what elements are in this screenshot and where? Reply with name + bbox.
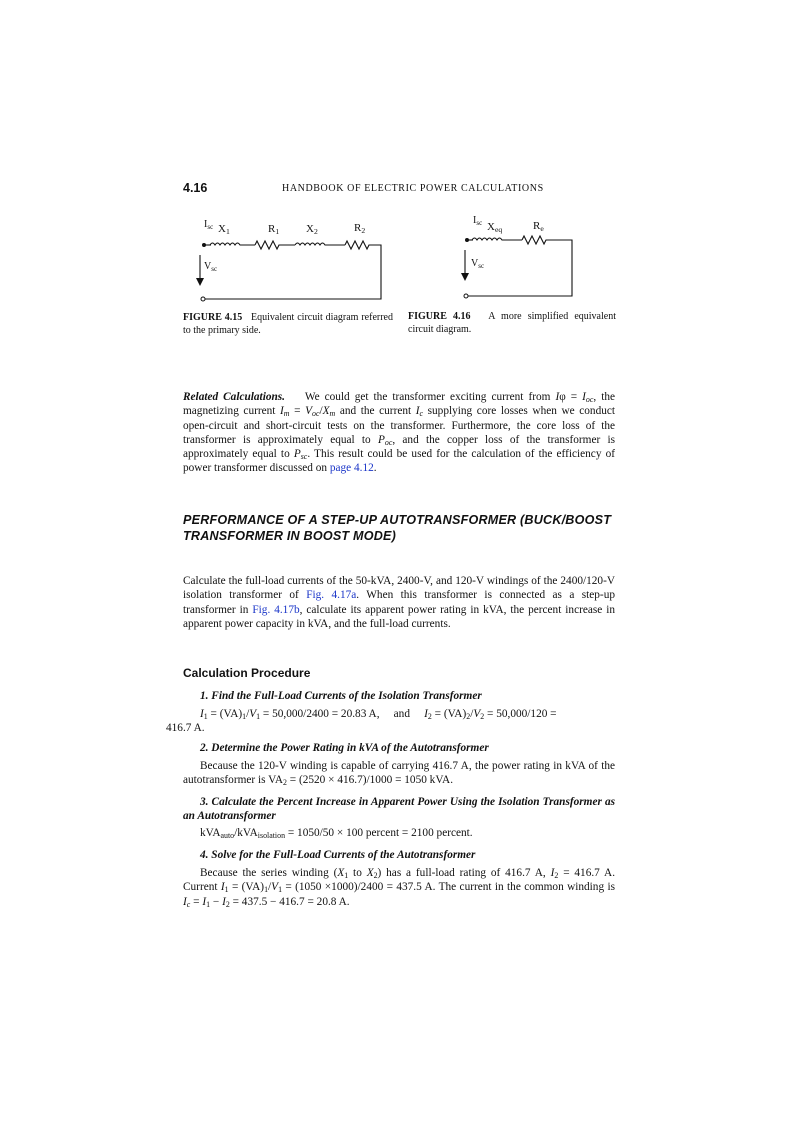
step-2-text: Because the 120-V winding is capable of carrying 416.7 A, the power rating in kVA of the autotransformer is $VA_2 = (2520 \times 416.7)/1000 = 1050$ kVA. [183, 760, 615, 788]
label-r1: R [268, 223, 276, 235]
step-3-heading: 3. Calculate the Percent Increase in Apparent Power Using the Isolation Transformer as an Autotransformer [183, 796, 615, 823]
label-isc-sub: sc [476, 219, 483, 227]
voltage-arrow [196, 278, 204, 286]
intro-text-1: Calculate the full-load currents of the 50-kVA, 2400-V, and 120-V windings of the 2400/120-V isolation transformer of [183, 575, 615, 602]
step-4-c: = 416.7 A. [563, 867, 616, 879]
step-4-f: = 437.5 − 416.7 = 20.8 A. [232, 895, 350, 908]
section-title: PERFORMANCE OF A STEP-UP AUTOTRANSFORMER (BUCK/BOOST TRANSFORMER IN BOOST MODE) [183, 513, 612, 543]
page-number: 4.16 [183, 181, 208, 195]
step-4-a: Because the series winding ( [200, 867, 338, 879]
step-1-equation: $I_1 = (VA)_1/V_1 = 50,000/2400 = 20.83$ A, and $I_2 = (VA)_2/V_2 = 50,000/120$ = 416.7 A. [166, 708, 557, 735]
step-1-eq-a: = (VA) [210, 708, 243, 720]
step-2-heading: 2. Determine the Power Rating in kVA of the Autotransformer [200, 742, 489, 754]
step-1-eq-b: = 50,000/2400 = 20.83 A, [262, 708, 380, 720]
r2-resistor [205, 241, 381, 299]
figure-4-15-text: Equivalent circuit diagram referred to the primary side. [183, 312, 393, 336]
label-xeq-sub: eq [494, 225, 503, 234]
step-3-eq: = 1050/50 × 100 percent = 2100 percent. [287, 827, 473, 839]
label-re-sub: e [540, 224, 544, 233]
related-text-5: . This result could be used for the calculation of the efficiency of power transformer discussed on [183, 448, 615, 475]
label-vsc: V [204, 261, 212, 272]
related-text-4: , and the copper loss of the transformer is approximately equal to [183, 433, 615, 461]
figure-4-16-text: A more simplified equivalent circuit diagram. [408, 311, 616, 335]
label-isc: I [204, 219, 208, 230]
label-vsc: V [471, 258, 479, 269]
step-2-text-b: = (2520 × 416.7)/1000 = 1050 kVA. [289, 774, 454, 787]
label-x2: X [306, 223, 314, 235]
label-re: R [533, 220, 541, 232]
figure-4-16-caption [408, 311, 616, 336]
related-lead: Related Calculations. [183, 391, 285, 403]
step-1-eq-d: 416.7 A. [166, 722, 205, 735]
figure-4-15-label: FIGURE 4.15 [183, 312, 243, 323]
running-head: HANDBOOK OF ELECTRIC POWER CALCULATIONS [282, 183, 544, 194]
label-isc-sub: sc [207, 223, 214, 231]
label-vsc-sub: sc [211, 265, 218, 273]
step-1-heading: 1. Find the Full-Load Currents of the Isolation Transformer [200, 690, 482, 702]
figure-4-16-label: FIGURE 4.16 [408, 311, 471, 322]
step-3-equation: kVA$_{auto}$/kVA$_{isolation}$ = 1050/50 × 100 percent = 2100 percent. [200, 827, 473, 840]
step-1-and: and [393, 708, 410, 720]
label-vsc-sub: sc [478, 262, 485, 270]
xeq-inductor [472, 238, 522, 240]
x2-inductor [295, 243, 345, 245]
related-text-3: supplying core losses when we conduct open-circuit and short-circuit tests on the transformer. Furthermore, the core loss of the transformer is approximately equal to [183, 405, 616, 446]
intro-text-3: , calculate its apparent power rating in kVA, the percent increase in apparent power capacity in kVA, and the full-load currents. [183, 603, 616, 630]
label-x1: X [218, 223, 226, 235]
label-xeq: X [487, 221, 495, 233]
fig-4-17b-link[interactable]: Fig. 4.17b [252, 603, 300, 616]
label-x1-sub: 1 [225, 227, 230, 236]
step-4-text: Because the series winding ($X_1$ to $X_2$) has a full-load rating of 416.7 A, $I_2 = 416.7$ A. Current $I_1 = (VA)_1/V_1 = (1050 \times 1000)/2400 = 437.5$ A. The current in the common winding is $I_c = I_1 - I_2 = 437.5 - 416.7 = 20.8$ A. [183, 867, 616, 909]
label-r2: R [354, 222, 362, 234]
related-text-1: We could get the transformer exciting current from [304, 391, 551, 403]
figure-4-15-caption [183, 312, 393, 337]
r1-resistor [255, 241, 295, 249]
related-calculations: Related Calculations. We could get the transformer exciting current from $I\varphi = I_{oc}$, the magnetizing current $I_m = V_{oc}/X_m$ and the current $I_c$ supplying core losses when we conduct open-circuit and short-circuit tests on the transformer. Furthermore, the core loss of the transformer is approximately equal to $P_{oc}$, and the copper loss of the transformer is approximately equal to $P_{sc}$. This result could be used for the calculation of the efficiency of power transformer discussed on page 4.12. [183, 391, 616, 475]
calculation-procedure-heading: Calculation Procedure [183, 666, 311, 680]
step-4-heading: 4. Solve for the Full-Load Currents of the Autotransformer [200, 849, 476, 861]
page-4-12-link[interactable]: page 4.12 [329, 462, 374, 475]
step-4-b: ) has a full-load rating of 416.7 A, [377, 867, 546, 879]
label-x2-sub: 2 [313, 227, 318, 236]
step-4-e: = (1050 ×1000)/2400 = 437.5 A. The current in the common winding is [285, 881, 615, 894]
intro-text-2: . When this transformer is connected as a step-up transformer in [183, 589, 615, 616]
step-2-text-a: Because the 120-V winding is capable of carrying 416.7 A, the power rating in kVA of the autotransformer is VA [183, 760, 615, 787]
step-1-eq-c: = 50,000/120 = [487, 708, 557, 720]
step-4-d: Current [183, 881, 218, 894]
voltage-arrow [461, 273, 469, 281]
fig-4-17a-link[interactable]: Fig. 4.17a [306, 589, 357, 602]
label-r2-sub: 2 [361, 226, 366, 235]
label-r1-sub: 1 [275, 227, 280, 236]
related-end: . [373, 462, 377, 475]
problem-statement [183, 574, 615, 631]
related-text-2: and the current [339, 405, 412, 418]
label-isc: I [473, 215, 477, 226]
x1-inductor [210, 243, 255, 245]
